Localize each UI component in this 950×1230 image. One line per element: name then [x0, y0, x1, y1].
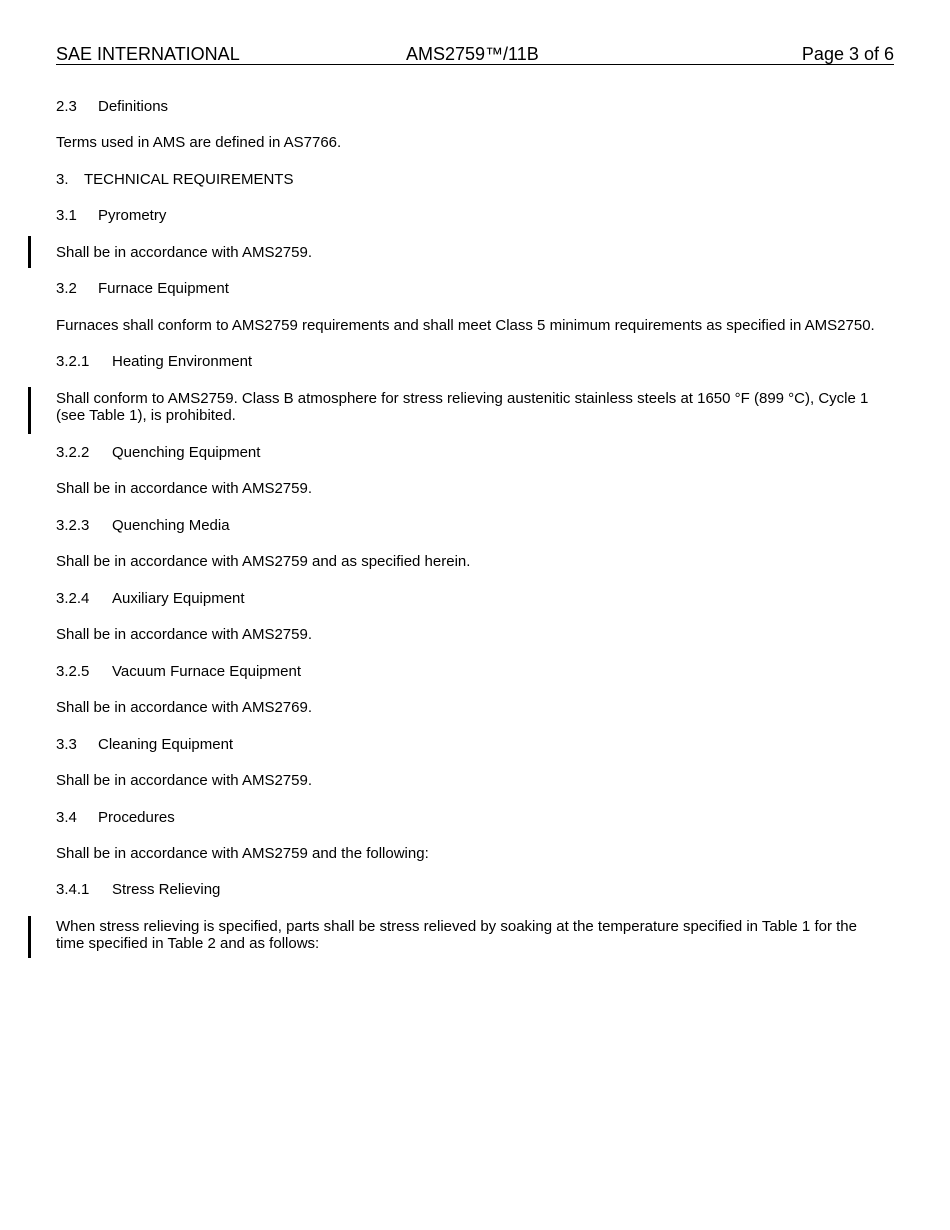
page-header — [56, 44, 894, 65]
section-heading — [56, 517, 896, 534]
section-heading — [56, 809, 896, 826]
header-organization: SAE INTERNATIONAL — [56, 44, 240, 64]
section-heading — [56, 171, 896, 188]
header-page-number: Page 3 of 6 — [801, 44, 894, 64]
paragraph: Shall be in accordance with AMS2759. — [56, 480, 312, 497]
section-title: Quenching Media — [112, 517, 230, 534]
section-title: Procedures — [98, 809, 175, 826]
paragraph-line: Shall conform to AMS2759. Class B atmosphere for stress relieving austenitic stainless steels at 1650 °F (899 °C), Cycle 1 — [56, 390, 869, 407]
section-title: Heating Environment — [112, 353, 253, 370]
paragraph: Shall be in accordance with AMS2759. — [56, 626, 312, 643]
section-number: 3.2.5 — [56, 663, 90, 680]
section-heading — [56, 444, 896, 461]
section-number: 3.1 — [56, 207, 77, 224]
paragraph: Terms used in AMS are defined in AS7766. — [56, 134, 342, 151]
paragraph: Shall be in accordance with AMS2759. — [56, 244, 312, 261]
section-title: Cleaning Equipment — [98, 736, 234, 753]
section-title: TECHNICAL REQUIREMENTS — [84, 171, 294, 188]
section-heading — [56, 881, 896, 898]
section-title: Pyrometry — [98, 207, 167, 224]
section-number: 3.2 — [56, 280, 77, 297]
section-title: Furnace Equipment — [98, 280, 229, 297]
section-number: 3.2.2 — [56, 444, 90, 461]
paragraph: Furnaces shall conform to AMS2759 requirements and shall meet Class 5 minimum requirements as specified in AMS2750. — [56, 317, 875, 334]
section-heading — [56, 280, 896, 297]
header-document-id: AMS2759™/11B — [406, 44, 539, 64]
paragraph: Shall be in accordance with AMS2769. — [56, 699, 312, 716]
section-number: 3.2.1 — [56, 353, 90, 370]
section-heading — [56, 353, 896, 370]
section-heading — [56, 663, 896, 680]
paragraph: Shall be in accordance with AMS2759. — [56, 772, 312, 789]
paragraph: Shall be in accordance with AMS2759 and as specified herein. — [56, 553, 471, 570]
section-number: 3.3 — [56, 736, 77, 753]
section-heading — [56, 98, 896, 115]
section-number: 3.2.3 — [56, 517, 90, 534]
paragraph-line: When stress relieving is specified, parts shall be stress relieved by soaking at the temperature specified in Table 1 for the — [56, 918, 857, 935]
change-bar — [28, 387, 31, 434]
section-heading — [56, 207, 896, 224]
change-bar — [28, 916, 31, 958]
section-number: 3.4 — [56, 809, 77, 826]
paragraph: Shall be in accordance with AMS2759 and the following: — [56, 845, 429, 862]
section-title: Definitions — [98, 98, 169, 115]
section-number: 3. — [56, 171, 69, 188]
section-number: 3.2.4 — [56, 590, 90, 607]
paragraph-line: time specified in Table 2 and as follows: — [56, 935, 320, 952]
section-title: Vacuum Furnace Equipment — [112, 663, 301, 680]
section-number: 2.3 — [56, 98, 77, 115]
section-number: 3.4.1 — [56, 881, 90, 898]
change-bar — [28, 236, 31, 268]
section-heading — [56, 736, 896, 753]
section-title: Stress Relieving — [112, 881, 221, 898]
section-title: Quenching Equipment — [112, 444, 261, 461]
section-heading — [56, 590, 896, 607]
section-title: Auxiliary Equipment — [112, 590, 245, 607]
paragraph-line: (see Table 1), is prohibited. — [56, 407, 236, 424]
